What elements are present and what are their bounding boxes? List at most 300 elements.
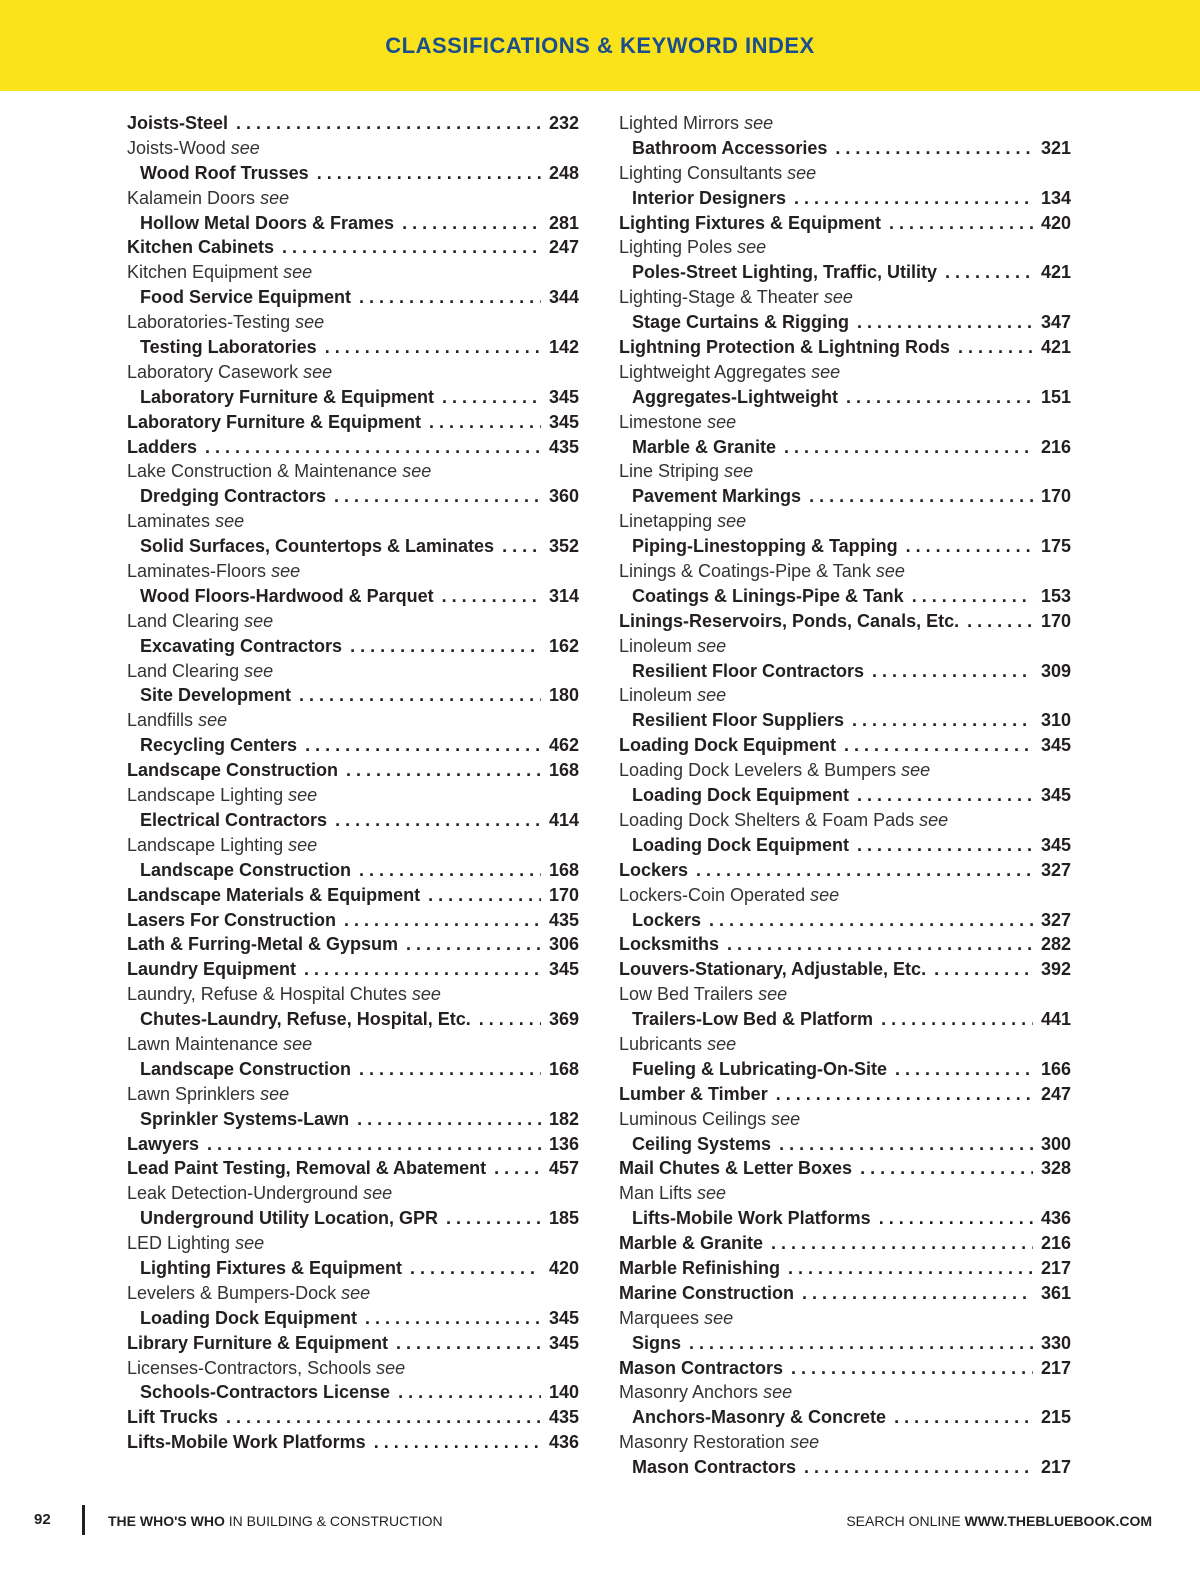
entry-page-number: 217 xyxy=(1040,1257,1071,1278)
entry-term: Signs xyxy=(632,1332,682,1353)
entry-term: Mail Chutes & Letter Boxes xyxy=(619,1158,853,1179)
xref-term: Masonry Anchors xyxy=(619,1382,759,1403)
publication-name-bold: THE WHO'S WHO xyxy=(108,1513,225,1529)
entry-page-number: 441 xyxy=(1040,1009,1071,1030)
entry-page-number: 360 xyxy=(548,486,579,507)
index-see-target-entry xyxy=(619,908,1071,933)
dot-leader xyxy=(336,908,541,933)
dot-leader xyxy=(827,136,1033,161)
see-label: see xyxy=(697,1183,727,1204)
entry-term: Ladders xyxy=(127,436,198,457)
page-footer xyxy=(0,1505,1200,1539)
xref-term: Lake Construction & Maintenance xyxy=(127,461,398,482)
index-xref-entry xyxy=(619,758,1071,783)
index-see-target-entry xyxy=(127,335,579,360)
see-label: see xyxy=(901,760,931,781)
index-entry xyxy=(127,1132,579,1157)
see-label: see xyxy=(704,1307,734,1328)
entry-page-number: 170 xyxy=(548,884,579,905)
index-entry xyxy=(619,733,1071,758)
index-entry xyxy=(127,883,579,908)
xref-term: Lighting Poles xyxy=(619,237,733,258)
dot-leader xyxy=(950,335,1033,360)
entry-term: Laboratory Furniture & Equipment xyxy=(127,411,422,432)
entry-term: Recycling Centers xyxy=(140,735,298,756)
entry-term: Stage Curtains & Rigging xyxy=(632,312,850,333)
index-see-target-entry xyxy=(619,534,1071,559)
index-xref-entry xyxy=(619,883,1071,908)
dot-leader xyxy=(342,634,541,659)
entry-term: Landscape Construction xyxy=(140,859,352,880)
entry-page-number: 421 xyxy=(1040,262,1071,283)
entry-term: Interior Designers xyxy=(632,187,787,208)
xref-term: LED Lighting xyxy=(127,1233,231,1254)
index-xref-entry xyxy=(127,136,579,161)
see-label: see xyxy=(790,1432,820,1453)
index-entry xyxy=(127,1405,579,1430)
index-xref-entry xyxy=(619,459,1071,484)
xref-term: Lighting-Stage & Theater xyxy=(619,287,819,308)
entry-page-number: 300 xyxy=(1040,1133,1071,1154)
dot-leader xyxy=(681,1331,1033,1356)
entry-page-number: 140 xyxy=(548,1382,579,1403)
index-see-target-entry xyxy=(127,385,579,410)
index-entry xyxy=(127,235,579,260)
index-see-target-entry xyxy=(619,186,1071,211)
xref-term: Laboratory Casework xyxy=(127,361,299,382)
dot-leader xyxy=(719,932,1033,957)
entry-term: Locksmiths xyxy=(619,934,720,955)
xref-term: Low Bed Trailers xyxy=(619,984,754,1005)
dot-leader xyxy=(783,1356,1033,1381)
index-xref-entry xyxy=(127,186,579,211)
index-see-target-entry xyxy=(619,1206,1071,1231)
dot-leader xyxy=(471,1007,541,1032)
entry-term: Louvers-Stationary, Adjustable, Etc. xyxy=(619,959,927,980)
index-see-target-entry xyxy=(127,683,579,708)
entry-term: Mason Contractors xyxy=(619,1357,784,1378)
dot-leader xyxy=(197,435,541,460)
entry-page-number: 182 xyxy=(548,1108,579,1129)
index-entry xyxy=(127,1156,579,1181)
entry-page-number: 345 xyxy=(548,411,579,432)
dot-leader xyxy=(438,1206,541,1231)
dot-leader xyxy=(494,534,541,559)
entry-term: Anchors-Masonry & Concrete xyxy=(632,1407,887,1428)
entry-page-number: 180 xyxy=(548,685,579,706)
index-entry xyxy=(127,957,579,982)
see-label: see xyxy=(744,113,774,133)
xref-term: Laminates-Floors xyxy=(127,561,267,582)
index-entry xyxy=(619,858,1071,883)
index-see-target-entry xyxy=(619,484,1071,509)
dot-leader xyxy=(688,858,1033,883)
dot-leader xyxy=(959,609,1033,634)
entry-term: Lighting Fixtures & Equipment xyxy=(140,1257,402,1278)
entry-page-number: 345 xyxy=(1040,735,1071,756)
dot-leader xyxy=(388,1331,541,1356)
index-entry xyxy=(619,1082,1071,1107)
index-xref-entry xyxy=(619,509,1071,534)
entry-term: Lasers For Construction xyxy=(127,909,337,930)
entry-term: Loading Dock Equipment xyxy=(619,735,837,756)
see-label: see xyxy=(758,984,788,1005)
index-see-target-entry xyxy=(127,858,579,883)
see-label: see xyxy=(810,884,840,905)
xref-term: Lightweight Aggregates xyxy=(619,361,807,382)
index-xref-entry xyxy=(619,1430,1071,1455)
entry-page-number: 215 xyxy=(1040,1407,1071,1428)
see-label: see xyxy=(697,635,727,656)
entry-page-number: 414 xyxy=(548,809,579,830)
search-online xyxy=(846,1513,1152,1529)
dot-leader xyxy=(228,111,541,136)
entry-page-number: 321 xyxy=(1040,137,1071,158)
index-xref-entry xyxy=(619,683,1071,708)
see-label: see xyxy=(215,511,245,532)
see-label: see xyxy=(376,1357,406,1378)
dot-leader xyxy=(326,484,541,509)
index-see-target-entry xyxy=(127,211,579,236)
entry-term: Pavement Markings xyxy=(632,486,802,507)
entry-page-number: 247 xyxy=(548,237,579,258)
entry-term: Loading Dock Equipment xyxy=(632,785,850,806)
index-entry xyxy=(619,1281,1071,1306)
index-see-target-entry xyxy=(127,285,579,310)
xref-term: Licenses-Contractors, Schools xyxy=(127,1357,372,1378)
index-xref-entry xyxy=(619,111,1071,136)
index-xref-entry xyxy=(127,1356,579,1381)
xref-term: Marquees xyxy=(619,1307,700,1328)
index-see-target-entry xyxy=(619,708,1071,733)
entry-page-number: 248 xyxy=(548,162,579,183)
entry-page-number: 217 xyxy=(1040,1357,1071,1378)
entry-page-number: 436 xyxy=(1040,1208,1071,1229)
entry-page-number: 153 xyxy=(1040,585,1071,606)
see-label: see xyxy=(919,809,949,830)
entry-term: Lifts-Mobile Work Platforms xyxy=(632,1208,871,1229)
dot-leader xyxy=(701,908,1033,933)
see-label: see xyxy=(737,237,767,258)
xref-term: Lawn Maintenance xyxy=(127,1033,279,1054)
website-link[interactable]: WWW.THEBLUEBOOK.COM xyxy=(964,1513,1152,1529)
entry-page-number: 134 xyxy=(1040,187,1071,208)
xref-term: Landscape Lighting xyxy=(127,834,284,855)
index-xref-entry xyxy=(619,1032,1071,1057)
entry-page-number: 166 xyxy=(1040,1058,1071,1079)
index-xref-entry xyxy=(127,783,579,808)
index-entry xyxy=(127,1430,579,1455)
dot-leader xyxy=(864,659,1033,684)
dot-leader xyxy=(357,1306,541,1331)
index-xref-entry xyxy=(619,1306,1071,1331)
index-see-target-entry xyxy=(619,833,1071,858)
entry-term: Resilient Floor Suppliers xyxy=(632,710,845,731)
index-entry xyxy=(127,410,579,435)
index-entry xyxy=(619,609,1071,634)
index-entry xyxy=(127,758,579,783)
entry-term: Lawyers xyxy=(127,1133,200,1154)
dot-leader xyxy=(871,1206,1033,1231)
dot-leader xyxy=(317,335,541,360)
index-see-target-entry xyxy=(127,484,579,509)
dot-leader xyxy=(881,211,1033,236)
search-label: SEARCH ONLINE xyxy=(846,1513,965,1529)
index-xref-entry xyxy=(127,833,579,858)
dot-leader xyxy=(309,161,541,186)
xref-term: Lawn Sprinklers xyxy=(127,1083,256,1104)
see-label: see xyxy=(707,411,737,432)
dot-leader xyxy=(349,1107,541,1132)
index-see-target-entry xyxy=(127,1256,579,1281)
index-see-target-entry xyxy=(127,634,579,659)
xref-term: Joists-Wood xyxy=(127,137,226,158)
entry-page-number: 330 xyxy=(1040,1332,1071,1353)
index-see-target-entry xyxy=(619,1057,1071,1082)
entry-term: Lighting Fixtures & Equipment xyxy=(619,212,881,233)
dot-leader xyxy=(199,1132,541,1157)
dot-leader xyxy=(366,1430,541,1455)
header-banner xyxy=(0,0,1200,91)
entry-page-number: 216 xyxy=(1040,436,1071,457)
entry-page-number: 352 xyxy=(548,536,579,557)
entry-term: Underground Utility Location, GPR xyxy=(140,1208,438,1229)
see-label: see xyxy=(363,1183,393,1204)
index-xref-entry xyxy=(127,559,579,584)
entry-page-number: 185 xyxy=(548,1208,579,1229)
see-label: see xyxy=(198,710,228,731)
index-xref-entry xyxy=(619,982,1071,1007)
index-see-target-entry xyxy=(127,534,579,559)
entry-term: Lockers xyxy=(632,909,702,930)
index-see-target-entry xyxy=(619,1132,1071,1157)
dot-leader xyxy=(887,1057,1033,1082)
xref-term: Linings & Coatings-Pipe & Tank xyxy=(619,561,871,582)
xref-term: Kitchen Equipment xyxy=(127,262,279,283)
dot-leader xyxy=(486,1156,541,1181)
index-xref-entry xyxy=(127,1032,579,1057)
index-xref-entry xyxy=(127,708,579,733)
dot-leader xyxy=(904,584,1033,609)
dot-leader xyxy=(873,1007,1033,1032)
entry-page-number: 345 xyxy=(548,1307,579,1328)
dot-leader xyxy=(402,1256,541,1281)
dot-leader xyxy=(838,385,1033,410)
index-see-target-entry xyxy=(127,161,579,186)
xref-term: Kalamein Doors xyxy=(127,187,256,208)
index-see-target-entry xyxy=(127,733,579,758)
index-xref-entry xyxy=(619,410,1071,435)
entry-page-number: 327 xyxy=(1040,859,1071,880)
xref-term: Lighting Consultants xyxy=(619,162,783,183)
entry-term: Lift Trucks xyxy=(127,1407,219,1428)
dot-leader xyxy=(763,1231,1033,1256)
entry-page-number: 170 xyxy=(1040,486,1071,507)
page-title: CLASSIFICATIONS & KEYWORD INDEX xyxy=(385,32,815,58)
index-entry xyxy=(619,1256,1071,1281)
xref-term: Linoleum xyxy=(619,685,693,706)
index-entry xyxy=(619,1231,1071,1256)
entry-page-number: 247 xyxy=(1040,1083,1071,1104)
see-label: see xyxy=(697,685,727,706)
xref-term: Limestone xyxy=(619,411,703,432)
index-xref-entry xyxy=(127,1181,579,1206)
index-xref-entry xyxy=(619,1181,1071,1206)
entry-page-number: 217 xyxy=(1040,1457,1071,1478)
entry-term: Loading Dock Equipment xyxy=(632,834,850,855)
entry-page-number: 347 xyxy=(1040,312,1071,333)
index-xref-entry xyxy=(127,260,579,285)
xref-term: Laminates xyxy=(127,511,211,532)
dot-leader xyxy=(351,858,541,883)
see-label: see xyxy=(771,1108,801,1129)
see-label: see xyxy=(271,561,301,582)
dot-leader xyxy=(274,235,541,260)
entry-page-number: 309 xyxy=(1040,660,1071,681)
index-see-target-entry xyxy=(127,1206,579,1231)
entry-term: Marine Construction xyxy=(619,1282,795,1303)
dot-leader xyxy=(898,534,1033,559)
xref-term: Landscape Lighting xyxy=(127,785,284,806)
dot-leader xyxy=(338,758,541,783)
entry-term: Wood Roof Trusses xyxy=(140,162,309,183)
entry-term: Lockers xyxy=(619,859,689,880)
entry-page-number: 281 xyxy=(548,212,579,233)
xref-term: Man Lifts xyxy=(619,1183,693,1204)
entry-page-number: 457 xyxy=(548,1158,579,1179)
xref-term: Land Clearing xyxy=(127,610,240,631)
index-xref-entry xyxy=(127,982,579,1007)
index-xref-entry xyxy=(127,360,579,385)
entry-term: Loading Dock Equipment xyxy=(140,1307,358,1328)
entry-term: Marble Refinishing xyxy=(619,1257,781,1278)
entry-page-number: 151 xyxy=(1040,386,1071,407)
entry-page-number: 462 xyxy=(548,735,579,756)
index-see-target-entry xyxy=(127,1380,579,1405)
entry-term: Resilient Floor Contractors xyxy=(632,660,865,681)
xref-term: Landfills xyxy=(127,710,194,731)
dot-leader xyxy=(218,1405,541,1430)
index-xref-entry xyxy=(619,559,1071,584)
index-entry xyxy=(127,435,579,460)
entry-term: Marble & Granite xyxy=(619,1233,764,1254)
xref-term: Loading Dock Shelters & Foam Pads xyxy=(619,809,915,830)
see-label: see xyxy=(763,1382,793,1403)
entry-term: Laboratory Furniture & Equipment xyxy=(140,386,435,407)
entry-page-number: 232 xyxy=(548,113,579,133)
index-entry xyxy=(619,932,1071,957)
entry-term: Electrical Contractors xyxy=(140,809,328,830)
entry-page-number: 175 xyxy=(1040,536,1071,557)
entry-page-number: 435 xyxy=(548,909,579,930)
index-xref-entry xyxy=(127,509,579,534)
index-see-target-entry xyxy=(619,435,1071,460)
entry-term: Laundry Equipment xyxy=(127,959,297,980)
dot-leader xyxy=(768,1082,1033,1107)
entry-page-number: 136 xyxy=(548,1133,579,1154)
index-see-target-entry xyxy=(127,1306,579,1331)
index-xref-entry xyxy=(619,161,1071,186)
dot-leader xyxy=(801,484,1033,509)
dot-leader xyxy=(937,260,1033,285)
dot-leader xyxy=(351,1057,541,1082)
dot-leader xyxy=(786,186,1033,211)
entry-term: Marble & Granite xyxy=(632,436,777,457)
entry-page-number: 361 xyxy=(1040,1282,1071,1303)
dot-leader xyxy=(886,1405,1033,1430)
index-entry xyxy=(619,335,1071,360)
dot-leader xyxy=(780,1256,1033,1281)
entry-term: Kitchen Cabinets xyxy=(127,237,275,258)
see-label: see xyxy=(341,1282,371,1303)
dot-leader xyxy=(394,211,541,236)
index-xref-entry xyxy=(127,1231,579,1256)
dot-leader xyxy=(398,932,541,957)
dot-leader xyxy=(434,385,541,410)
entry-page-number: 420 xyxy=(548,1257,579,1278)
entry-page-number: 168 xyxy=(548,1058,579,1079)
see-label: see xyxy=(707,1033,737,1054)
entry-page-number: 345 xyxy=(548,386,579,407)
publication-name-rest: IN BUILDING & CONSTRUCTION xyxy=(224,1513,443,1529)
entry-term: Dredging Contractors xyxy=(140,486,327,507)
index-xref-entry xyxy=(619,360,1071,385)
see-label: see xyxy=(811,361,841,382)
entry-term: Landscape Construction xyxy=(140,1058,352,1079)
index-see-target-entry xyxy=(619,1455,1071,1480)
dot-leader xyxy=(852,1156,1033,1181)
index-entry xyxy=(619,1156,1071,1181)
dot-leader xyxy=(796,1455,1033,1480)
entry-page-number: 282 xyxy=(1040,934,1071,955)
entry-term: Mason Contractors xyxy=(632,1457,797,1478)
index-see-target-entry xyxy=(619,584,1071,609)
entry-term: Poles-Street Lighting, Traffic, Utility xyxy=(632,262,938,283)
footer-divider xyxy=(82,1505,85,1535)
see-label: see xyxy=(260,187,290,208)
entry-page-number: 345 xyxy=(1040,785,1071,806)
see-label: see xyxy=(875,561,905,582)
see-label: see xyxy=(244,660,274,681)
entry-page-number: 345 xyxy=(548,1332,579,1353)
xref-term: Luminous Ceilings xyxy=(619,1108,767,1129)
dot-leader xyxy=(836,733,1033,758)
entry-page-number: 168 xyxy=(548,760,579,781)
entry-page-number: 345 xyxy=(548,959,579,980)
entry-term: Landscape Construction xyxy=(127,760,339,781)
index-entry xyxy=(127,908,579,933)
index-xref-entry xyxy=(619,1107,1071,1132)
entry-term: Schools-Contractors License xyxy=(140,1382,391,1403)
entry-term: Aggregates-Lightweight xyxy=(632,386,838,407)
entry-page-number: 392 xyxy=(1040,959,1071,980)
dot-leader xyxy=(421,410,541,435)
dot-leader xyxy=(296,957,541,982)
index-see-target-entry xyxy=(127,1107,579,1132)
xref-term: Lubricants xyxy=(619,1033,703,1054)
entry-term: Lumber & Timber xyxy=(619,1083,768,1104)
index-xref-entry xyxy=(127,609,579,634)
see-label: see xyxy=(411,984,441,1005)
index-see-target-entry xyxy=(619,310,1071,335)
dot-leader xyxy=(771,1132,1033,1157)
see-label: see xyxy=(303,361,333,382)
index-entry xyxy=(127,1331,579,1356)
index-xref-entry xyxy=(619,235,1071,260)
see-label: see xyxy=(787,162,817,183)
xref-term: Lighted Mirrors xyxy=(619,113,740,133)
index-xref-entry xyxy=(127,459,579,484)
